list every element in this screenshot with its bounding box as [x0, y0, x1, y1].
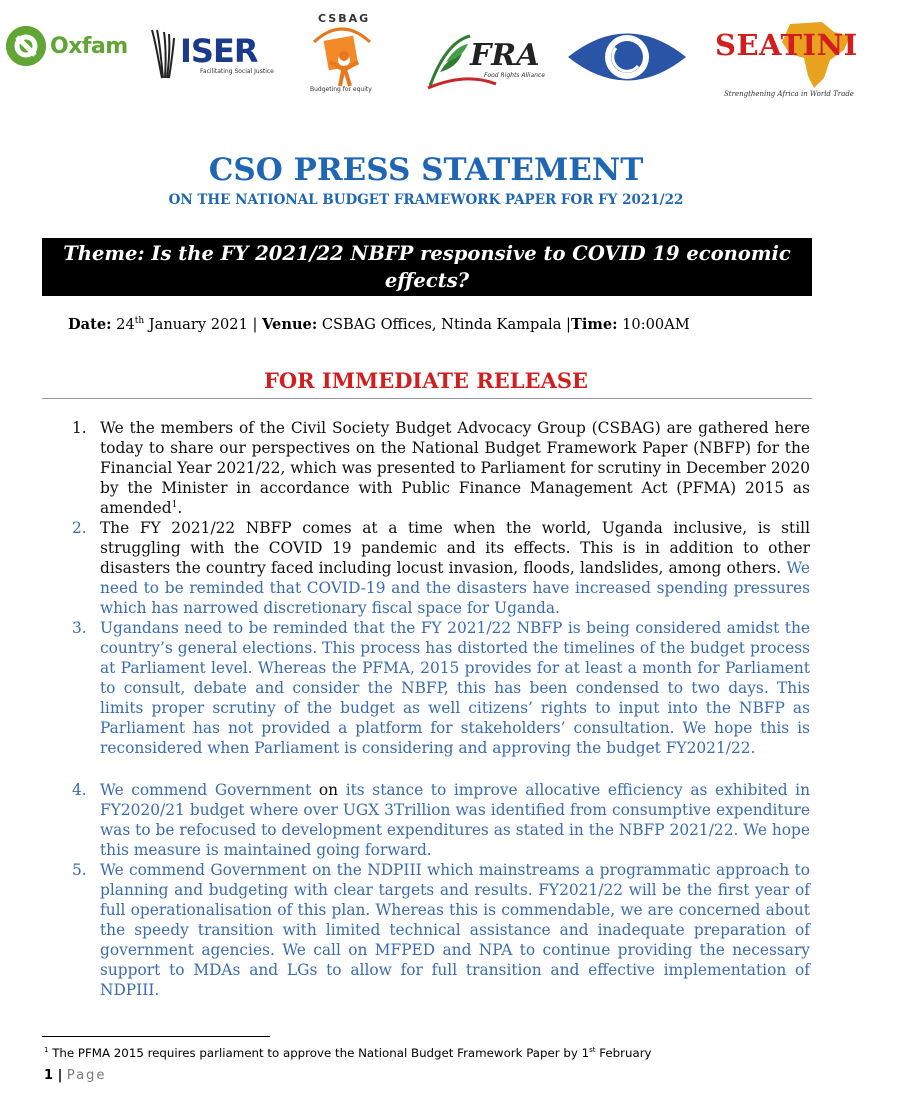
date-label: Date: — [68, 316, 112, 333]
venue-value: CSBAG Offices, Ntinda Kampala | — [317, 316, 571, 333]
date-value: 24th January 2021 | — [116, 316, 263, 333]
list-item-number: 1. — [72, 419, 87, 437]
csbag-logo-text: CSBAG — [318, 12, 371, 25]
iser-tagline: Facilitating Social Justice — [200, 68, 274, 75]
list-item: We commend Government on its stance to improve allocative efficiency as exhibited in FY2020/21 budget where over UGX 3Trillion was identified from consumptive expenditure was to be refocused to development expenditures as stated in the NBFP 2021/22. We hope this measure is maintained going forward. — [100, 781, 810, 859]
page-title: CSO PRESS STATEMENT — [208, 152, 644, 188]
footnote: $^1$ The PFMA 2015 requires parliament to approve the National Budget Framework Paper by 1st February — [44, 1046, 652, 1060]
list-item-number: 5. — [72, 861, 87, 879]
list-item-number: 4. — [72, 781, 87, 799]
page-number: 1 | Page — [44, 1068, 107, 1083]
oxfam-logo-icon — [6, 26, 46, 66]
list-item-number: 3. — [72, 619, 87, 637]
event-details — [68, 316, 690, 333]
csbag-tagline: Budgeting for equity — [310, 86, 372, 93]
page-subtitle: ON THE NATIONAL BUDGET FRAMEWORK PAPER FOR FY 2021/22 — [168, 192, 684, 208]
venue-label: Venue: — [262, 316, 318, 333]
time-label: Time: — [570, 316, 618, 333]
oxfam-logo-text: Oxfam — [50, 34, 128, 59]
list-item: The FY 2021/22 NBFP comes at a time when the world, Uganda inclusive, is still struggling with the COVID 19 pandemic and its effects. This is in addition to other disasters the country faced including locust invasion, floods, landslides, among others. We need to be reminded that COVID-19 and the disasters have increased spending pressures which has narrowed discretionary fiscal space for Uganda. — [100, 519, 810, 617]
seatini-logo-text: SEATINI — [715, 28, 858, 62]
footnote-divider — [42, 1036, 270, 1037]
seatini-tagline: Strengthening Africa in World Trade — [724, 90, 854, 98]
iser-logo-text: ISER — [180, 32, 258, 70]
time-value: 10:00AM — [617, 316, 690, 333]
release-heading: FOR IMMEDIATE RELEASE — [263, 368, 589, 393]
footnote-ref: 1 — [171, 499, 178, 510]
fra-logo-text: FRA — [470, 38, 540, 73]
iser-hands-icon — [148, 28, 178, 80]
divider — [42, 398, 812, 399]
theme-banner: Theme: Is the FY 2021/22 NBFP responsive to COVID 19 economic effects? — [42, 238, 812, 296]
list-item: Ugandans need to be reminded that the FY 2021/22 NBFP is being considered amidst the country’s general elections. This process has distorted the timelines of the budget process at Parliament level. Whereas the PFMA, 2015 provides for at least a month for Parliament to consult, debate and consider the NBFP, this has been condensed to two days. This limits proper scrutiny of the budget as well citizens’ rights to input into the NBFP as Parliament has not provided a platform for stakeholders’ consultation. We hope this is reconsidered when Parliament is considering and approving the budget FY2021/22. — [100, 619, 810, 757]
list-item-number: 2. — [72, 519, 87, 537]
list-item: We the members of the Civil Society Budget Advocacy Group (CSBAG) are gathered here today to share our perspectives on the National Budget Framework Paper (NBFP) for the Financial Year 2021/22, which was presented to Parliament for scrutiny in December 2020 by the Minister in accordance with Public Finance Management Act (PFMA) 2015 as amended$^1$. — [100, 419, 810, 517]
list-item: We commend Government on the NDPIII which mainstreams a programmatic approach to planning and budgeting with clear targets and results. FY2021/22 will be the first year of full operationalisation of this plan. Whereas this is commendable, we are concerned about the speedy transition with limited technical assistance and inadequate preparation of government agencies. We call on MFPED and NPA to continue providing the necessary support to MDAs and LGs to allow for full transition and effective implementation of NDPIII. — [100, 861, 810, 999]
eye-logo-icon — [564, 22, 690, 92]
fra-tagline: Food Rights Alliance — [484, 72, 545, 79]
